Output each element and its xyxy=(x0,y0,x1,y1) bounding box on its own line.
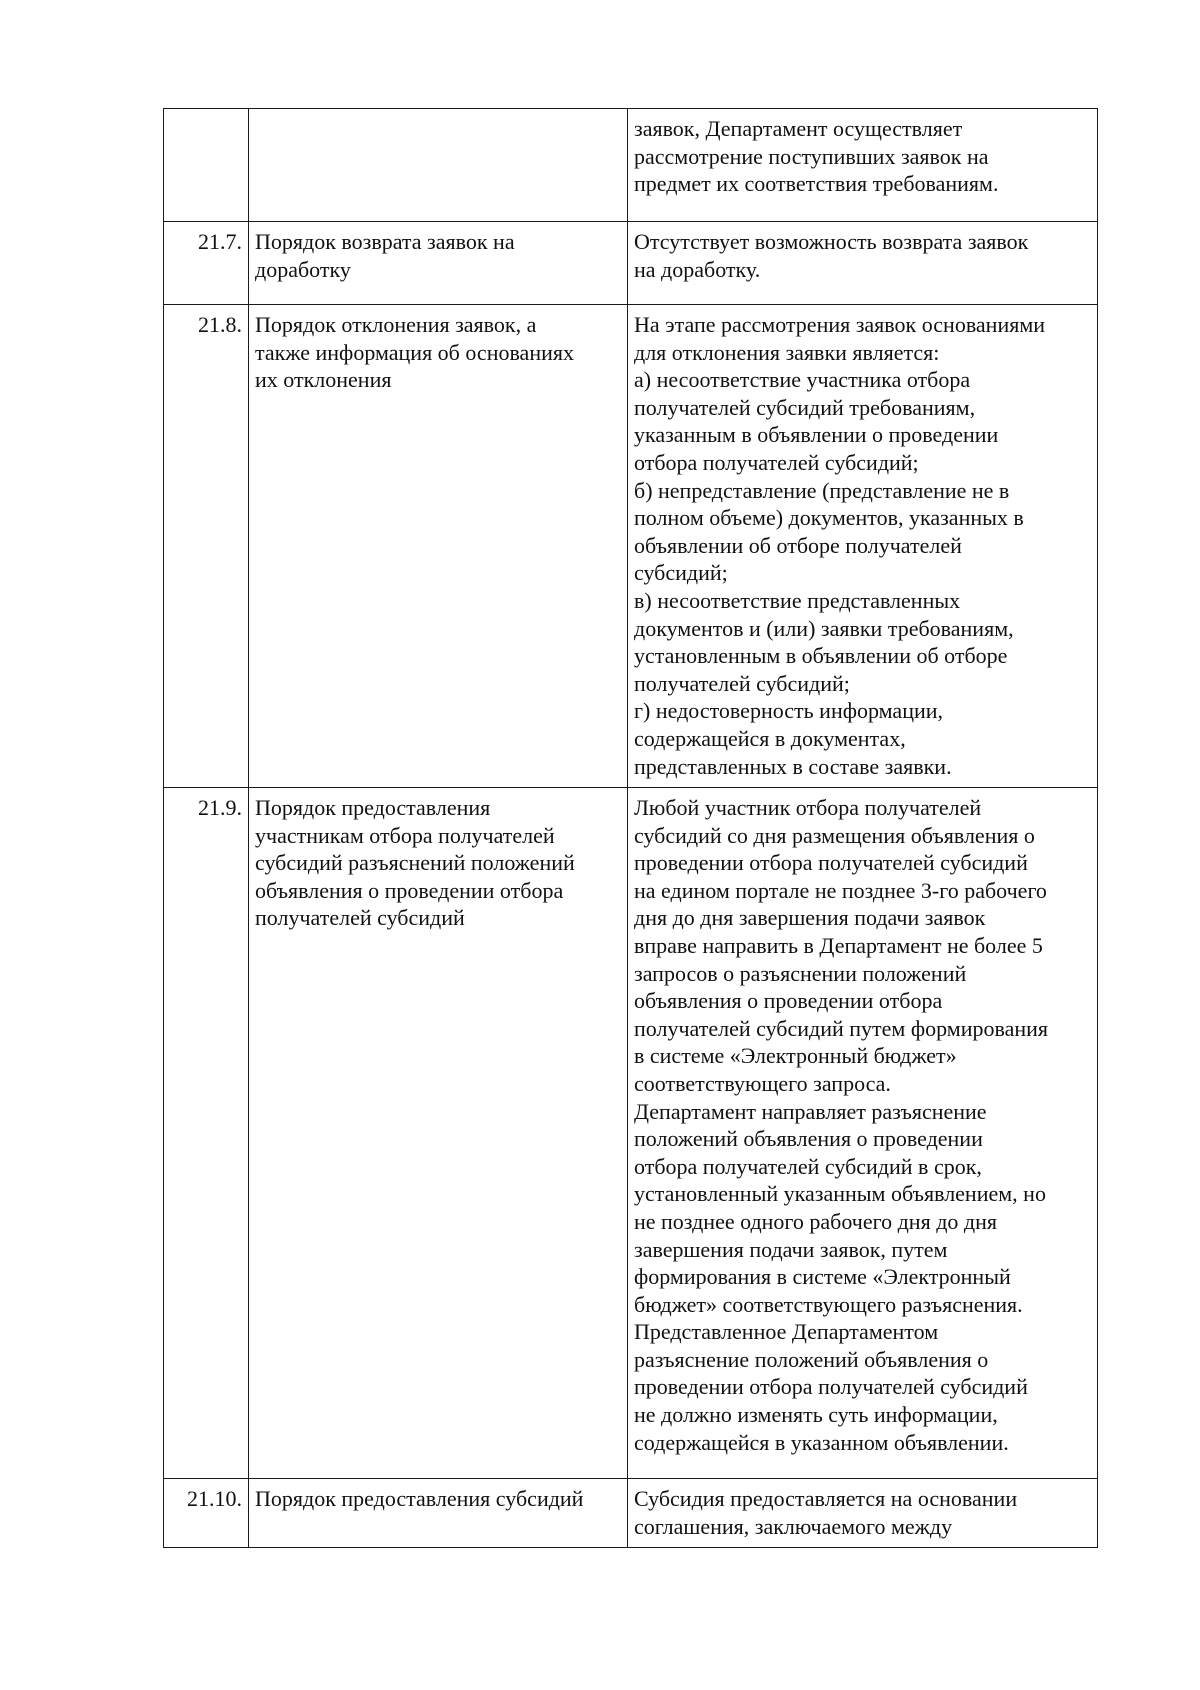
description-line: содержащейся в документах, xyxy=(634,725,906,751)
description-line: Любой участник отбора получателей xyxy=(634,795,982,820)
name-line: участникам отбора получателей xyxy=(255,822,555,848)
name-line: субсидий разъяснений положений xyxy=(255,850,575,876)
name-line: получателей субсидий xyxy=(255,905,465,931)
description-line: предмет их соответствия требованиям. xyxy=(634,171,999,197)
description-line: г) недостоверность информации, xyxy=(634,698,944,724)
description-line: получателей субсидий; xyxy=(634,670,850,696)
description-line: проведении отбора получателей субсидий xyxy=(634,850,1028,876)
description-line: бюджет» соответствующего разъяснения. xyxy=(634,1291,1023,1317)
table-row xyxy=(164,109,1098,222)
name-line: также информация об основаниях xyxy=(255,339,574,365)
description-line: дня до дня завершения подачи заявок xyxy=(634,905,986,931)
description-line: установленный указанным объявлением, но xyxy=(634,1181,1046,1207)
row-number-cell: 21.8. xyxy=(164,305,249,788)
description-line: полном объеме) документов, указанных в xyxy=(634,505,1024,531)
description-line: Отсутствует возможность возврата заявок xyxy=(634,229,1029,254)
description-line: Представленное Департаментом xyxy=(634,1319,939,1345)
description-line: субсидий; xyxy=(634,560,728,586)
description-line: получателей субсидий путем формирования xyxy=(634,1015,1048,1041)
description-line: в системе «Электронный бюджет» xyxy=(634,1043,957,1069)
name-line: объявления о проведении отбора xyxy=(255,877,564,903)
description-line: отбора получателей субсидий; xyxy=(634,449,919,475)
description-line: соответствующего запроса. xyxy=(634,1070,891,1096)
description-line: для отклонения заявки является: xyxy=(634,339,940,365)
description-line: объявлении об отборе получателей xyxy=(634,532,962,558)
name-line: их отклонения xyxy=(255,367,392,393)
description-line: разъяснение положений объявления о xyxy=(634,1346,989,1372)
row-name-cell xyxy=(249,305,628,788)
description-line: содержащейся в указанном объявлении. xyxy=(634,1429,1009,1455)
row-name-cell xyxy=(249,109,628,222)
description-line: На этапе рассмотрения заявок основаниями xyxy=(634,312,1046,337)
description-line: документов и (или) заявки требованиям, xyxy=(634,615,1014,641)
description-line: не должно изменять суть информации, xyxy=(634,1402,998,1428)
row-name-cell xyxy=(249,1479,628,1548)
row-name-cell xyxy=(249,222,628,305)
table-row xyxy=(164,222,1098,305)
description-line: отбора получателей субсидий в срок, xyxy=(634,1153,982,1179)
description-line: заявок, Департамент осуществляет xyxy=(634,116,963,141)
description-line: представленных в составе заявки. xyxy=(634,753,952,779)
name-line: Порядок отклонения заявок, а xyxy=(255,312,537,337)
row-description-cell xyxy=(628,109,1098,222)
row-number-cell xyxy=(164,109,249,222)
description-line: запросов о разъяснении положений xyxy=(634,960,967,986)
row-description-cell xyxy=(628,222,1098,305)
description-line: формирования в системе «Электронный xyxy=(634,1264,1011,1290)
row-number-cell: 21.7. xyxy=(164,222,249,305)
description-line: установленным в объявлении об отборе xyxy=(634,643,1008,669)
description-line: субсидий со дня размещения объявления о xyxy=(634,822,1035,848)
description-line: положений объявления о проведении xyxy=(634,1126,983,1152)
description-line: вправе направить в Департамент не более 5 xyxy=(634,932,1043,958)
row-name-cell xyxy=(249,788,628,1479)
description-line: на доработку. xyxy=(634,256,761,282)
description-line: Департамент направляет разъяснение xyxy=(634,1098,987,1124)
requirements-table xyxy=(163,108,1098,1548)
row-description-cell xyxy=(628,305,1098,788)
table-body xyxy=(164,109,1098,1548)
description-line: б) непредставление (представление не в xyxy=(634,477,1010,503)
description-line: рассмотрение поступивших заявок на xyxy=(634,143,989,169)
table-row xyxy=(164,788,1098,1479)
description-line: проведении отбора получателей субсидий xyxy=(634,1374,1028,1400)
description-line: Субсидия предоставляется на основании xyxy=(634,1486,1018,1511)
row-description-cell xyxy=(628,1479,1098,1548)
description-line: объявления о проведении отбора xyxy=(634,988,943,1014)
row-number-cell: 21.9. xyxy=(164,788,249,1479)
name-line: Порядок предоставления xyxy=(255,795,491,820)
description-line: указанным в объявлении о проведении xyxy=(634,422,999,448)
description-line: в) несоответствие представленных xyxy=(634,587,961,613)
description-line: завершения подачи заявок, путем xyxy=(634,1236,948,1262)
description-line: получателей субсидий требованиям, xyxy=(634,394,976,420)
description-line: соглашения, заключаемого между xyxy=(634,1513,953,1539)
description-line: не позднее одного рабочего дня до дня xyxy=(634,1208,997,1234)
description-line: а) несоответствие участника отбора xyxy=(634,367,971,393)
row-number-cell: 21.10. xyxy=(164,1479,249,1548)
name-line: Порядок предоставления субсидий xyxy=(255,1486,584,1511)
name-line: доработку xyxy=(255,256,351,282)
name-line: Порядок возврата заявок на xyxy=(255,229,515,254)
description-line: на едином портале не позднее 3-го рабочего xyxy=(634,877,1047,903)
table-row xyxy=(164,305,1098,788)
table-row xyxy=(164,1479,1098,1548)
row-description-cell xyxy=(628,788,1098,1479)
